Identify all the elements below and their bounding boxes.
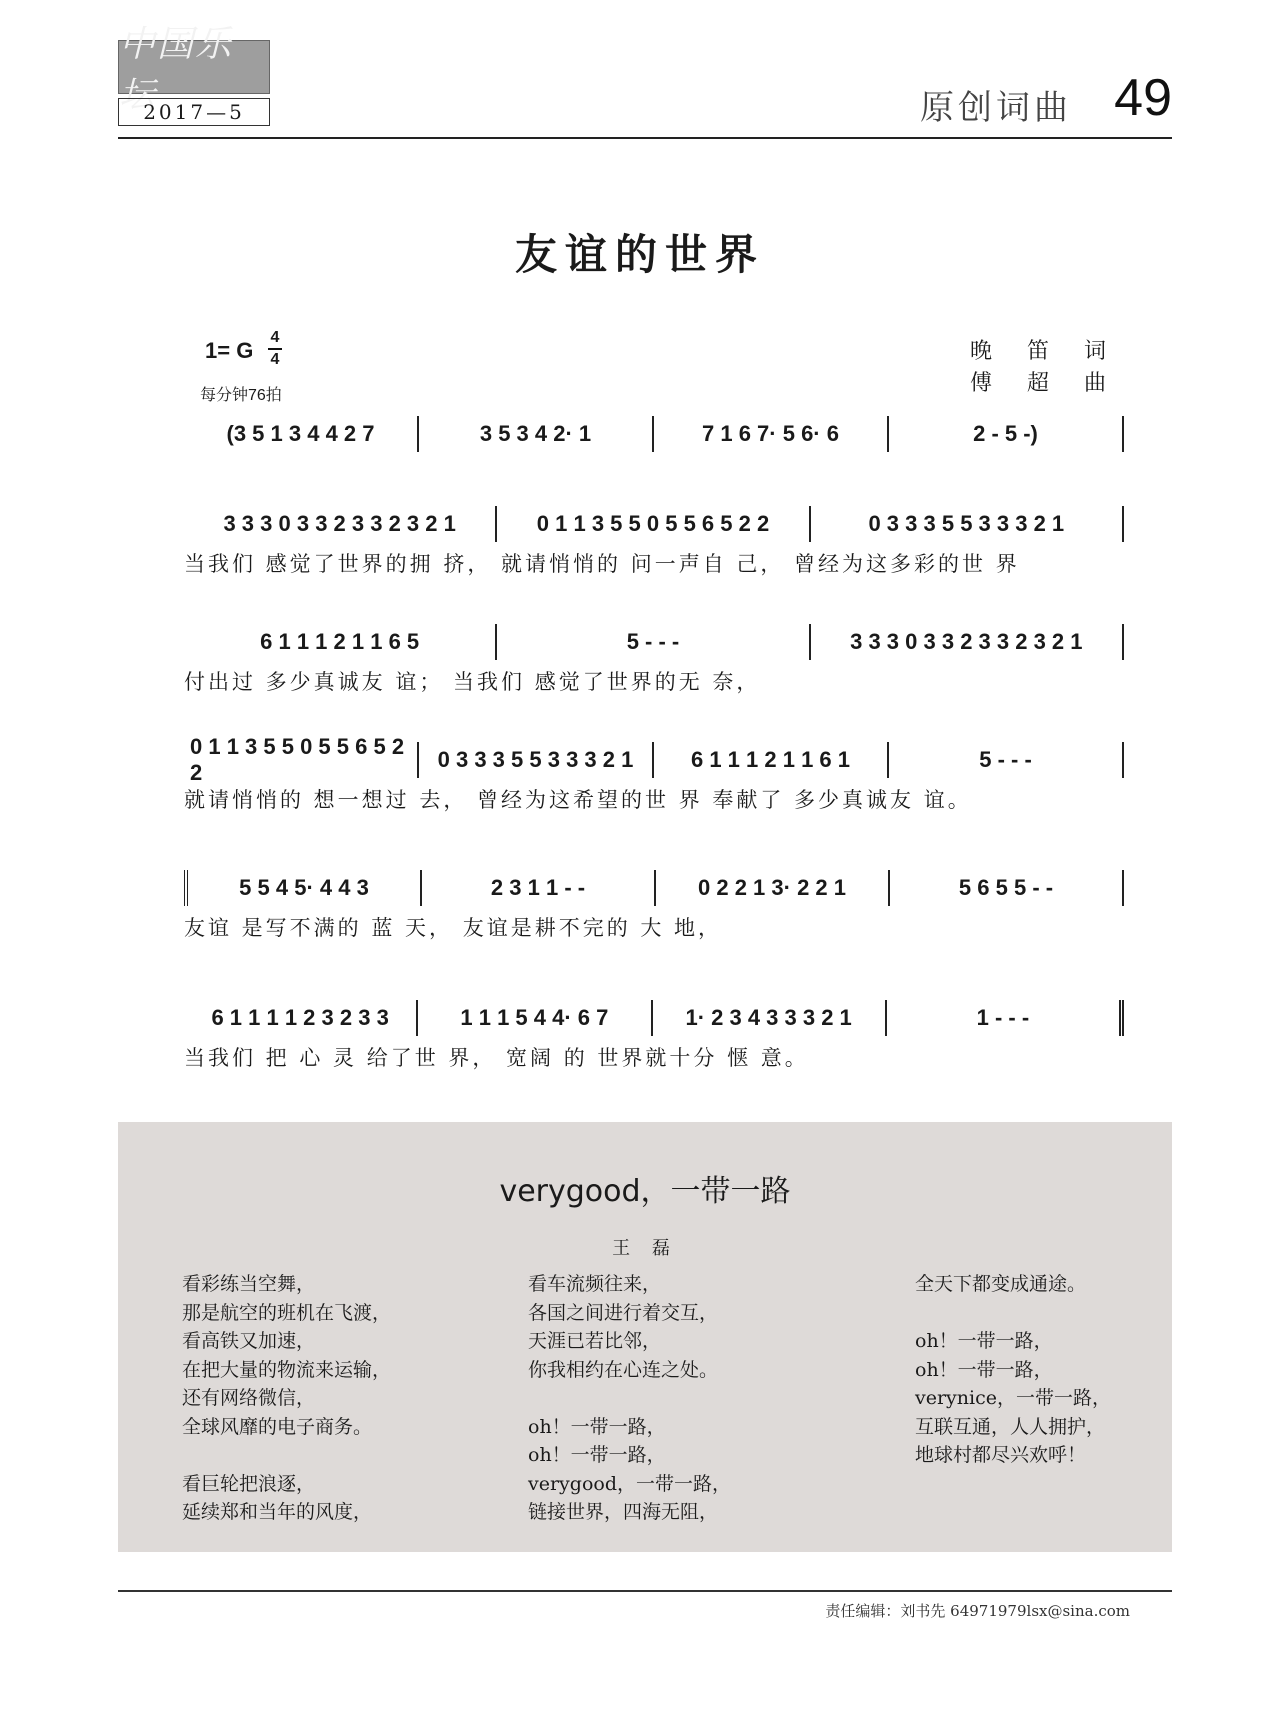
lyric-line: 当我们 把 心 灵 给了世 界， 宽阔 的 世界就十分 惬 意。: [184, 1046, 809, 1070]
issue-number: 2017—5: [118, 98, 270, 126]
time-signature-bottom: 4: [270, 351, 280, 368]
measure: 5 5 4 5· 4 4 3: [184, 870, 422, 906]
section-title: 原创词曲: [920, 88, 1072, 128]
measure: 3 3 3 0 3 3 2 3 3 2 3 2 1: [184, 506, 497, 542]
poem-line: 看车流频往来，: [528, 1273, 662, 1295]
score-line: [184, 1000, 1124, 1036]
poem-line: 看彩练当空舞，: [182, 1273, 316, 1295]
time-signature: [268, 328, 282, 370]
lyric-line: 付出过 多少真诚友 谊； 当我们 感觉了世界的无 奈，: [184, 670, 761, 694]
measure: 6 1 1 1 1 2 3 2 3 3: [184, 1000, 418, 1036]
footer-divider: [118, 1590, 1172, 1592]
poem-column-2: [528, 1270, 731, 1527]
page-header: [118, 24, 1172, 140]
poem-line: [182, 1441, 391, 1470]
measure: 5 6 5 5 - -: [890, 870, 1124, 906]
poem-line: oh！一带一路，: [528, 1415, 666, 1438]
poem-author: 王 磊: [612, 1238, 678, 1259]
poem-line: 还有网络微信，: [182, 1387, 316, 1409]
key-signature: 1= G: [205, 338, 254, 363]
poem-line: 各国之间进行着交互，: [528, 1301, 719, 1324]
score-line: [184, 624, 1124, 660]
page-number: 49: [1114, 69, 1172, 127]
measure: 2 3 1 1 - -: [422, 870, 656, 906]
lyric-line: 友谊 是写不满的 蓝 天， 友谊是耕不完的 大 地，: [184, 916, 723, 940]
measure: 0 1 1 3 5 5 0 5 5 6 5 2 2: [184, 742, 419, 778]
poem-line: [915, 1299, 1111, 1328]
score-line: [184, 870, 1124, 906]
tempo-marking: 每分钟76拍: [200, 387, 282, 404]
measure: 0 3 3 3 5 5 3 3 3 2 1: [419, 742, 654, 778]
measure: 5 - - -: [497, 624, 810, 660]
measure: 3 5 3 4 2· 1: [419, 416, 654, 452]
measure: 5 - - -: [889, 742, 1124, 778]
measure: 1 - - -: [887, 1000, 1124, 1036]
poem-line: 看高铁又加速，: [182, 1330, 316, 1352]
time-signature-top: 4: [270, 329, 280, 346]
poem-line: verygood，一带一路，: [528, 1472, 731, 1495]
poem-line: 那是航空的班机在飞渡，: [182, 1301, 392, 1324]
poem-line: oh！一带一路，: [528, 1444, 666, 1466]
lyricist-credit: 晚 笛 词: [970, 339, 1120, 364]
poem-line: 看巨轮把浪逐，: [182, 1472, 316, 1495]
measure: 0 2 2 1 3· 2 2 1: [656, 870, 890, 906]
poem-line: 在把大量的物流来运输，: [182, 1358, 392, 1381]
lyric-line: 就请悄悄的 想一想过 去， 曾经为这希望的世 界 奉献了 多少真诚友 谊。: [184, 788, 972, 812]
header-divider: [118, 137, 1172, 139]
poem-line: 全球风靡的电子商务。: [182, 1415, 373, 1438]
poem-line: [528, 1384, 731, 1413]
measure: 6 1 1 1 2 1 1 6 5: [184, 624, 497, 660]
editor-credit: 责任编辑：刘书先 64971979lsx@sina.com: [825, 1602, 1130, 1620]
poem-line: oh！一带一路，: [915, 1330, 1053, 1352]
score-line: [184, 506, 1124, 542]
measure: (3 5 1 3 4 4 2 7: [184, 416, 419, 452]
score-line: [184, 416, 1124, 452]
poem-line: 地球村都尽兴欢呼！: [915, 1444, 1087, 1466]
measure: 0 3 3 3 5 5 3 3 3 2 1: [811, 506, 1124, 542]
measure: 3 3 3 0 3 3 2 3 3 2 3 2 1: [811, 624, 1124, 660]
poem-line: 链接世界，四海无阻，: [528, 1501, 719, 1523]
measure: 7 1 6 7· 5 6· 6: [654, 416, 889, 452]
measure: 1 1 1 5 4 4· 6 7: [418, 1000, 652, 1036]
poem-line: verynice，一带一路，: [915, 1387, 1111, 1409]
score-line: [184, 734, 1124, 785]
poem-panel: [118, 1122, 1172, 1552]
measure: 6 1 1 1 2 1 1 6 1: [654, 742, 889, 778]
poem-line: 天涯已若比邻，: [528, 1330, 662, 1352]
poem-line: 你我相约在心连之处。: [528, 1358, 719, 1381]
lyric-line: 当我们 感觉了世界的拥 挤， 就请悄悄的 问一声自 己， 曾经为这多彩的世 界: [184, 552, 1020, 576]
measure: 2 - 5 -): [889, 416, 1124, 452]
poem-column-1: [182, 1270, 391, 1527]
poem-title: verygood，一带一路: [499, 1174, 791, 1209]
poem-column-3: [915, 1270, 1111, 1470]
poem-line: oh！一带一路，: [915, 1358, 1053, 1381]
poem-line: 互联互通，人人拥护，: [915, 1415, 1106, 1438]
song-title: 友谊的世界: [514, 230, 765, 279]
magazine-name: 中国乐坛: [119, 24, 234, 116]
measure: 1· 2 3 4 3 3 3 2 1: [653, 1000, 887, 1036]
composer-credit: 傅 超 曲: [970, 371, 1120, 396]
poem-line: 全天下都变成通途。: [915, 1273, 1087, 1295]
measure: 0 1 1 3 5 5 0 5 5 6 5 2 2: [497, 506, 810, 542]
poem-line: 延续郑和当年的风度，: [182, 1501, 373, 1523]
